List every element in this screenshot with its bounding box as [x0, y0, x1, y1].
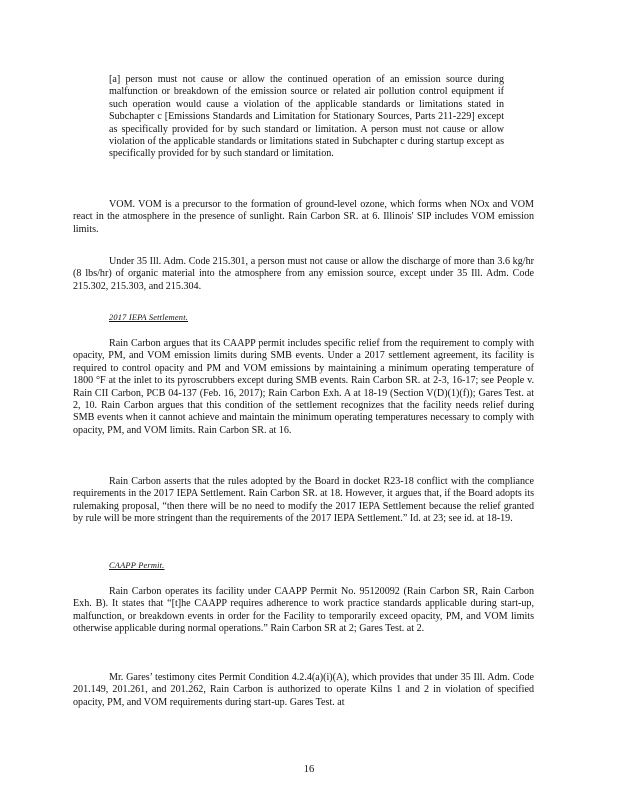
settlement-paragraph: Rain Carbon argues that its CAAPP permit includes specific relief from the requirement to comply with opacity, PM, and VOM emission limits during SMB events. Under a 2017 settlement agreement, its facility is required to control opacity and PM and VOM emissions by maintaining a minimum operating temperature of 1800 °F at the inlet to its pyroscrubbers except during SMB events. Rain Carbon SR. at 2-3, 16-17; see People v. Rain CII Carbon, PCB 04-137 (Feb. 16, 2017); Rain Carbon Exh. A at 18-19 (Section V(D)(1)(f)); Gares Test. at 2, 10. Rain Carbon argues that this condition of the settlement recognizes that the facility needs relief during SMB events when it cannot achieve and maintain the minimum operating temperatures necessary to comply with opacity, PM, and VOM limits. Rain Carbon SR. at 16. [73, 338, 534, 436]
caapp-paragraph: Mr. Gares’ testimony cites Permit Condition 4.2.4(a)(i)(A), which provides that under 35 Ill. Adm. Code 201.149, 201.261, and 201.262, Rain Carbon is authorized to operate Kilns 1 and 2 in violation of specified opacity, PM, and VOM requirements during start-up. Gares Test. at [73, 672, 534, 708]
section-heading-caapp: CAAPP Permit. [109, 561, 165, 570]
caapp-paragraph: Rain Carbon operates its facility under CAAPP Permit No. 95120092 (Rain Carbon SR, Rain Carbon Exh. B). It states that “[t]he CAAPP requires adherence to work practice standards applicable during start-up, malfunction, or breakdown events in order for the Facility to temporarily exceed opacity, PM, and VOM limits otherwise applicable during normal operations.” Rain Carbon SR at 2; Gares Test. at 2. [73, 586, 534, 635]
section-heading-settlement: 2017 IEPA Settlement. [109, 313, 189, 322]
block-quote: [a] person must not cause or allow the continued operation of an emission source during malfunction or breakdown of the emission source or related air pollution control equipment if such operation would cause a violation of the applicable standards or limitations stated in Subchapter c [Emissions Standards and Limitation for Stationary Sources, Parts 211-229] except as specifically provided for by such standard or limitation. A person must not cause or allow violation of the applicable standards or limitations stated in Subchapter c during startup except as specifically provided for by such standard or limitation. [109, 74, 504, 160]
vom-paragraph: VOM. VOM is a precursor to the formation of ground-level ozone, which forms when NOx and VOM react in the atmosphere in the presence of sunlight. Rain Carbon SR. at 6. Illinois' SIP includes VOM emission limits. [73, 199, 534, 235]
settlement-paragraph: Rain Carbon asserts that the rules adopted by the Board in docket R23-18 conflict with the compliance requirements in the 2017 IEPA Settlement. Rain Carbon SR. at 18. However, it argues that, if the Board adopts its rulemaking proposal, “then there will be no need to modify the 2017 IEPA Settlement because the relief granted by rule will be more stringent than the requirements of the 2017 IEPA Settlement.” Id. at 23; see id. at 18-19. [73, 476, 534, 525]
section-215-paragraph: Under 35 Ill. Adm. Code 215.301, a person must not cause or allow the discharge of more than 3.6 kg/hr (8 lbs/hr) of organic material into the atmosphere from any emission source, except under 35 Ill. Adm. Code 215.302, 215.303, and 215.304. [73, 256, 534, 292]
page-number: 16 [303, 764, 315, 775]
